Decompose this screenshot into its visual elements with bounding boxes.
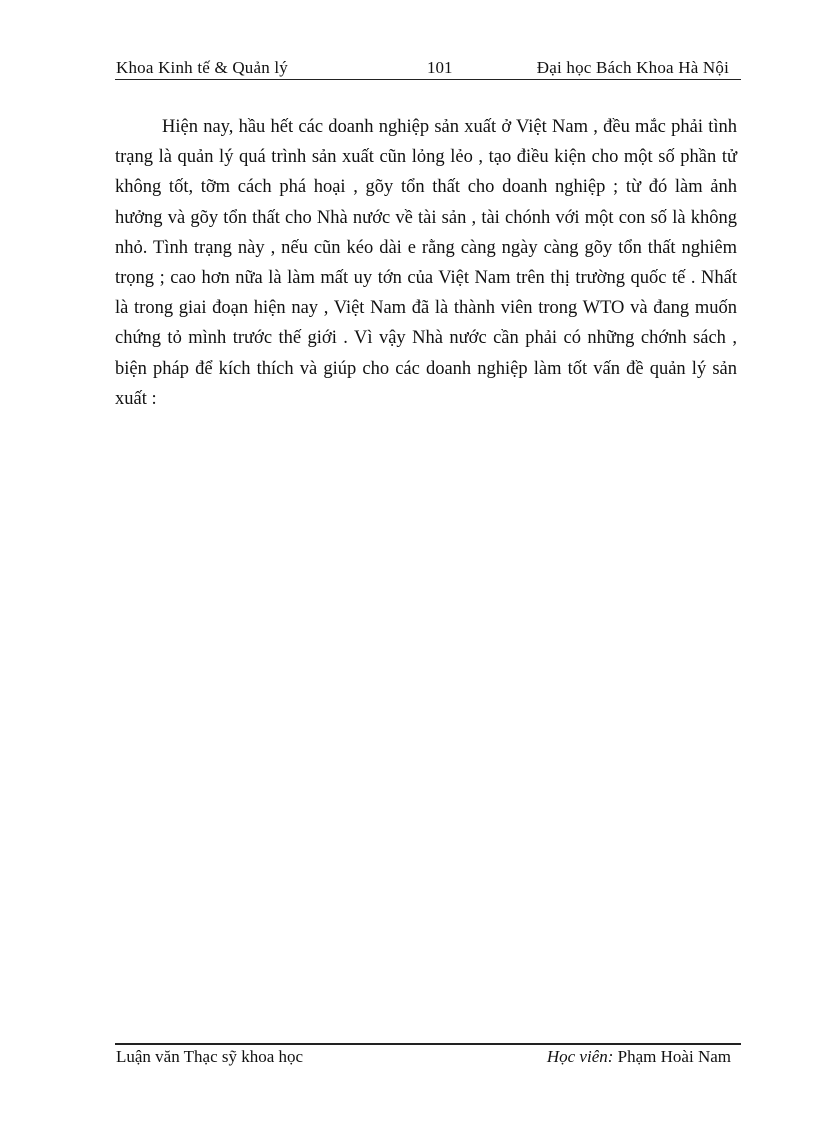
footer-student-name: Phạm Hoài Nam [617,1047,731,1066]
footer-thesis-type: Luận văn Thạc sỹ khoa học [116,1047,304,1066]
footer-student-label: Học viên: [546,1047,614,1066]
footer-student [547,1045,731,1069]
header-faculty: Khoa Kinh tế & Quản lý [116,58,289,77]
header-page-number: 101 [427,58,453,77]
page-header [115,57,741,80]
page-footer [115,1043,741,1071]
body-paragraph: Hiện nay, hầu hết các doanh nghiệp sản xuất ở Việt Nam , đều mắc phải tình trạng là quản lý quá trình sản xuất cũn lỏng lẻo , tạo điều kiện cho một số phần tử không tốt, tỡm cách phá hoại , gõy tổn thất cho doanh nghiệp ; từ đó làm ảnh hưởng và gõy tổn thất cho Nhà nước về tài sản , tài chónh với một con số là không nhỏ. Tình trạng này , nếu cũn kéo dài e rằng càng ngày càng gõy tổn thất nghiêm trọng ; cao hơn nữa là làm mất uy tớn của Việt Nam trên thị trường quốc tế . Nhất là trong giai đoạn hiện nay , Việt Nam đã là thành viên trong WTO và đang muốn chứng tỏ mình trước thế giới . Vì vậy Nhà nước cần phải có những chớnh sách , biện pháp để kích thích và giúp cho các doanh nghiệp làm tốt vấn đề quản lý sản xuất : [115,117,737,409]
header-university: Đại học Bách Khoa Hà Nội [536,58,729,77]
